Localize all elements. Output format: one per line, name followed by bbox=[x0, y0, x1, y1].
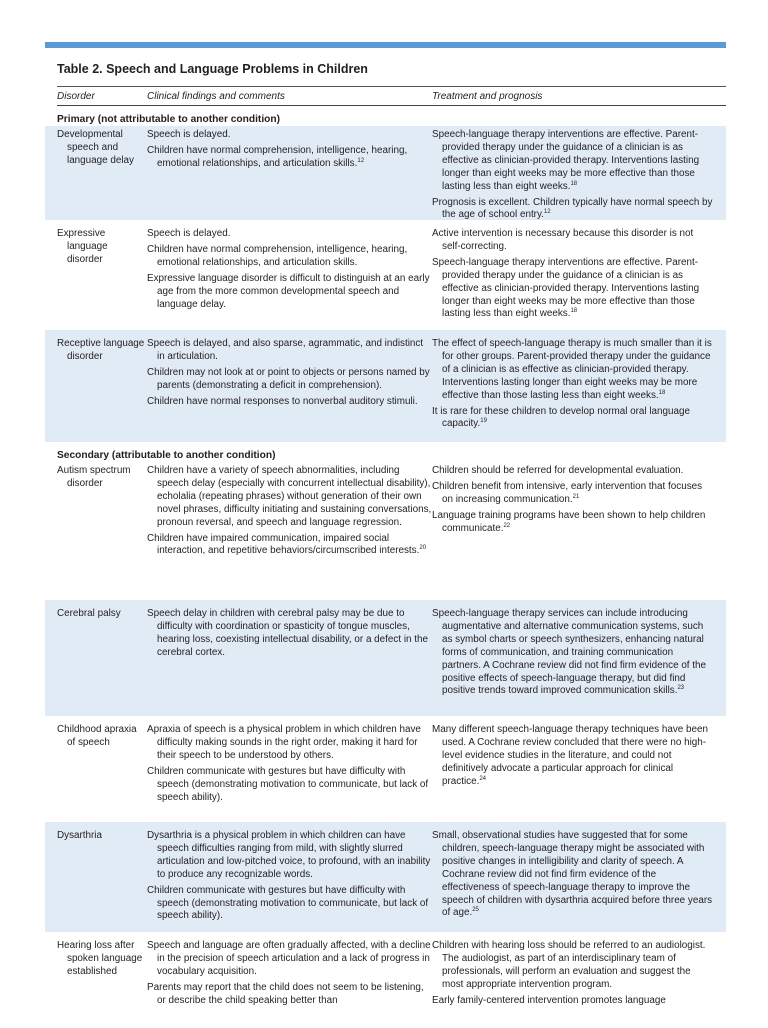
treatment-cell bbox=[432, 608, 713, 716]
treatment-text-body: Prognosis is excellent. Children typically have normal speech by the age of school entry. bbox=[432, 196, 713, 221]
treatment-text bbox=[432, 510, 713, 536]
disorder-name: Hearing loss after spoken language established bbox=[57, 940, 143, 977]
finding-text-body: Dysarthria is a physical problem in which children can have speech difficulties ranging from mild, with slightly slurred articulation and low-pitched voice, to profound, with an inability to produce any recognizable words. bbox=[147, 830, 431, 880]
finding-text-body: Children have normal comprehension, intelligence, hearing, emotional relationships, and articulation skills. bbox=[147, 144, 408, 169]
treatment-text bbox=[432, 257, 713, 322]
findings-cell bbox=[147, 830, 432, 932]
treatment-text bbox=[432, 406, 713, 432]
treatment-text bbox=[432, 228, 713, 254]
finding-text-body: Children communicate with gestures but have difficulty with speech (demonstrating motivation to communicate, but lack of speech ability). bbox=[147, 765, 429, 803]
findings-cell bbox=[147, 940, 432, 1028]
table-row bbox=[45, 932, 726, 1028]
treatment-text-body: Children should be referred for developmental evaluation. bbox=[432, 465, 684, 476]
treatment-text bbox=[432, 940, 713, 992]
finding-text bbox=[147, 724, 432, 763]
finding-text-body: Children may not look at or point to objects or persons named by parents (demonstrating a deficit in comprehension). bbox=[147, 366, 430, 391]
disorder-name: Childhood apraxia of speech bbox=[57, 724, 137, 748]
treatment-text bbox=[432, 197, 713, 223]
disorder-cell bbox=[57, 724, 147, 822]
treatment-cell bbox=[432, 830, 713, 932]
finding-text-body: Children have normal comprehension, intelligence, hearing, emotional relationships, and articulation skills. bbox=[147, 243, 408, 268]
table-row bbox=[45, 330, 726, 442]
column-header-disorder: Disorder bbox=[57, 91, 95, 102]
reference-number: 23 bbox=[677, 685, 685, 692]
table-document bbox=[45, 42, 726, 1028]
treatment-text bbox=[432, 724, 713, 789]
treatment-text-body: Speech-language therapy services can include introducing augmentative and alternative communication systems, such as symbol charts or speech synthesizers, enhancing natural forms of communication, and training communication partners. A Cochrane review did not find firm evidence of the positive effects of speech-language therapy, but did find positive trends toward improved communication skills. bbox=[432, 608, 707, 697]
finding-text-body: Speech and language are often gradually affected, with a decline in the precision of speech articulation and a lack of progress in vocabulary acquisition. bbox=[147, 940, 431, 977]
column-header-findings: Clinical findings and comments bbox=[147, 91, 285, 102]
findings-cell bbox=[147, 228, 432, 330]
disorder-cell bbox=[57, 608, 147, 716]
treatment-text-body: It is rare for these children to develop normal oral language capacity. bbox=[432, 405, 690, 430]
treatment-text-body: Children with hearing loss should be referred to an audiologist. The audiologist, as part of an interdisciplinary team of professionals, will perform an evaluation and suggest the most appropriate intervention program. bbox=[432, 940, 706, 990]
section-heading: Secondary (attributable to another condition) bbox=[57, 450, 276, 461]
table-row bbox=[45, 716, 726, 822]
finding-text bbox=[147, 465, 432, 530]
treatment-text-body: Speech-language therapy interventions are effective. Parent-provided therapy under the guidance of a clinician is as effective as clinician-provided therapy. Interventions lasting longer than eight weeks may be more effective than those lasting less than eight weeks. bbox=[432, 129, 700, 192]
reference-number: 18 bbox=[570, 180, 578, 187]
treatment-text bbox=[432, 830, 713, 920]
disorder-cell bbox=[57, 465, 147, 600]
findings-cell bbox=[147, 608, 432, 716]
reference-number: 18 bbox=[658, 389, 666, 396]
finding-text bbox=[147, 367, 432, 393]
treatment-text bbox=[432, 129, 713, 194]
finding-text bbox=[147, 982, 432, 1008]
reference-number: 22 bbox=[503, 522, 511, 529]
disorder-name: Autism spectrum disorder bbox=[57, 465, 131, 489]
finding-text bbox=[147, 228, 432, 241]
finding-text bbox=[147, 533, 432, 559]
column-header-treatment: Treatment and prognosis bbox=[432, 91, 543, 102]
disorder-name: Expressive language disorder bbox=[57, 228, 108, 265]
reference-number: 20 bbox=[419, 545, 427, 552]
finding-text bbox=[147, 885, 432, 924]
disorder-cell bbox=[57, 338, 147, 442]
reference-number: 18 bbox=[570, 308, 578, 315]
reference-number: 12 bbox=[543, 209, 551, 216]
finding-text-body: Children have a variety of speech abnormalities, including speech delay (especially with concurrent intellectual disability), echolalia (repeating phrases) without generation of their own novel phrases, difficulty initiating and sustaining conversations, pronoun reversal, and speech and language regression. bbox=[147, 465, 432, 528]
finding-text bbox=[147, 766, 432, 805]
disorder-cell bbox=[57, 228, 147, 330]
finding-text bbox=[147, 608, 432, 660]
disorder-name: Receptive language disorder bbox=[57, 338, 145, 362]
table-title: Table 2. Speech and Language Problems in Children bbox=[57, 62, 368, 76]
finding-text-body: Speech delay in children with cerebral palsy may be due to difficulty with coordination or spasticity of tongue muscles, hearing loss, coexisting intellectual disability, or a defect in the cerebral cortex. bbox=[147, 608, 428, 658]
treatment-text-body: Children benefit from intensive, early intervention that focuses on increasing communication. bbox=[432, 480, 703, 505]
finding-text-body: Children have impaired communication, impaired social interaction, and repetitive behaviors/circumscribed interests. bbox=[147, 532, 420, 557]
treatment-cell bbox=[432, 465, 713, 600]
finding-text-body: Expressive language disorder is difficult to distinguish at an early age from the more common developmental speech and language delay. bbox=[147, 272, 430, 310]
treatment-text-body: Speech-language therapy interventions are effective. Parent-provided therapy under the guidance of a clinician is as effective as clinician-provided therapy. Interventions lasting longer than eight weeks may be more effective than those lasting less than eight weeks. bbox=[432, 256, 700, 320]
findings-cell bbox=[147, 129, 432, 220]
finding-text bbox=[147, 396, 432, 409]
reference-number: 19 bbox=[480, 418, 487, 425]
treatment-text-body: Active intervention is necessary because this disorder is not self-correcting. bbox=[432, 228, 694, 252]
treatment-cell bbox=[432, 724, 713, 822]
column-headers bbox=[57, 89, 726, 105]
treatment-text-body: The effect of speech-language therapy is much smaller than it is for other groups. Parent-provided therapy under the guidance of a clinician is as effective as clinician-provided therapy. Interventions lasting longer than eight weeks may be more effective than those lasting less than eight weeks. bbox=[432, 338, 712, 401]
findings-cell bbox=[147, 465, 432, 600]
treatment-cell bbox=[432, 228, 713, 330]
table-row bbox=[45, 600, 726, 716]
disorder-cell bbox=[57, 940, 147, 1028]
header-bar bbox=[45, 42, 726, 48]
reference-number: 25 bbox=[472, 907, 479, 914]
disorder-cell bbox=[57, 830, 147, 932]
disorder-name: Cerebral palsy bbox=[57, 608, 121, 619]
reference-number: 24 bbox=[479, 775, 487, 782]
finding-text-body: Parents may report that the child does not seem to be listening, or describe the child speaking better than bbox=[147, 981, 424, 1006]
finding-text bbox=[147, 244, 432, 270]
treatment-text-body: Language training programs have been shown to help children communicate. bbox=[432, 509, 706, 534]
treatment-text bbox=[432, 338, 713, 403]
title-rule bbox=[57, 86, 726, 87]
treatment-cell bbox=[432, 129, 713, 220]
finding-text bbox=[147, 129, 432, 142]
reference-number: 21 bbox=[572, 493, 580, 500]
section-heading: Primary (not attributable to another condition) bbox=[45, 106, 726, 126]
finding-text bbox=[147, 338, 432, 364]
treatment-text-body: Many different speech-language therapy techniques have been used. A Cochrane review concluded that there were no high-level evidence studies in the literature, and could not definitively advocate a particular approach for clinical practice. bbox=[432, 724, 708, 787]
disorder-cell bbox=[57, 129, 147, 220]
disorder-name: Developmental speech and language delay bbox=[57, 129, 134, 166]
finding-text bbox=[147, 145, 432, 171]
table-row bbox=[45, 822, 726, 932]
finding-text bbox=[147, 940, 432, 979]
treatment-text-body: Early family-centered intervention promotes language bbox=[432, 994, 666, 1006]
treatment-text-body: Small, observational studies have suggested that for some children, speech-language therapy might be associated with positive changes in intelligibility and clarity of speech. A Cochrane review did not find firm evidence of the effectiveness of speech-language therapy to improve the speech of children with dysarthria acquired before three years of age. bbox=[432, 830, 713, 919]
finding-text-body: Apraxia of speech is a physical problem in which children have difficulty making sounds in the right order, making it hard for their speech to be understood by others. bbox=[147, 724, 421, 761]
table-row bbox=[45, 462, 726, 600]
finding-text-body: Speech is delayed. bbox=[147, 228, 231, 239]
finding-text-body: Speech is delayed. bbox=[147, 129, 231, 140]
findings-cell bbox=[147, 338, 432, 442]
treatment-text bbox=[432, 995, 713, 1008]
finding-text-body: Children communicate with gestures but have difficulty with speech (demonstrating motivation to communicate, but lack of speech ability). bbox=[147, 884, 429, 922]
table-row bbox=[45, 126, 726, 220]
finding-text bbox=[147, 273, 432, 312]
disorder-name: Dysarthria bbox=[57, 830, 102, 841]
table-body bbox=[45, 106, 726, 1028]
reference-number: 12 bbox=[357, 157, 365, 164]
treatment-cell bbox=[432, 940, 713, 1028]
finding-text-body: Speech is delayed, and also sparse, agrammatic, and indistinct in articulation. bbox=[147, 338, 424, 362]
treatment-text bbox=[432, 608, 713, 698]
finding-text bbox=[147, 830, 432, 882]
treatment-text bbox=[432, 465, 713, 478]
treatment-text bbox=[432, 481, 713, 507]
treatment-cell bbox=[432, 338, 713, 442]
finding-text-body: Children have normal responses to nonverbal auditory stimuli. bbox=[147, 395, 418, 407]
table-row bbox=[45, 220, 726, 330]
findings-cell bbox=[147, 724, 432, 822]
